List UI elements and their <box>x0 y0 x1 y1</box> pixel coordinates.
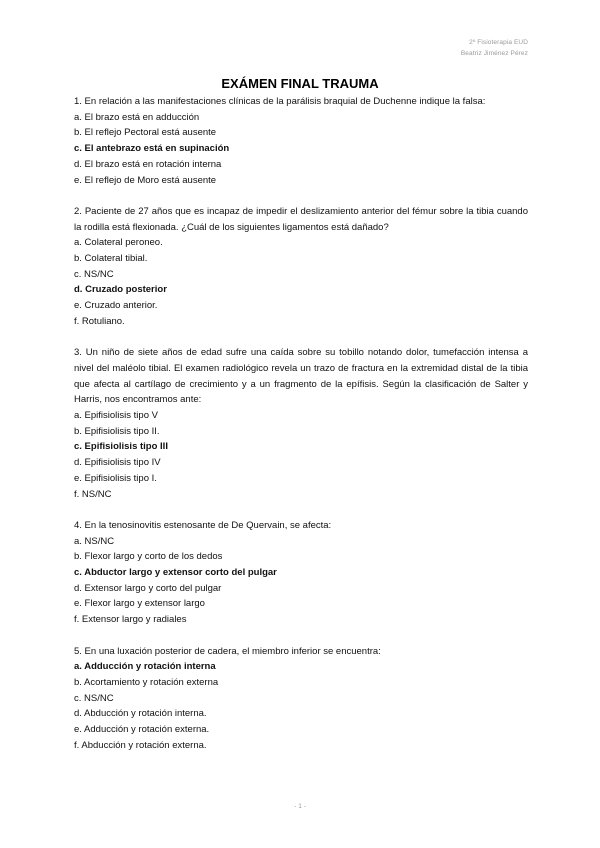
question-stem: 1. En relación a las manifestaciones clínicas de la parálisis braquial de Duchenne indique la falsa: <box>74 96 486 107</box>
question-2 <box>74 204 528 330</box>
answer-option-correct: a. Adducción y rotación interna <box>74 661 216 673</box>
answer-option: a. Epifisiolisis tipo V <box>74 410 158 422</box>
answer-option: f. Rotuliano. <box>74 315 125 327</box>
page-number: - 1 - <box>294 803 306 810</box>
answer-option: a. NS/NC <box>74 535 115 547</box>
answer-option: d. Extensor largo y corto del pulgar <box>74 582 222 594</box>
answer-option: e. Adducción y rotación externa. <box>74 724 210 736</box>
answer-option: d. Epifisiolisis tipo IV <box>74 457 161 469</box>
question-3 <box>74 345 528 502</box>
question-stem: 3. Un niño de siete años de edad sufre una caída sobre su tobillo notando dolor, tumefacción intensa a nivel del maléolo tibial. El examen radiológico revela un trazo de fractura en la extremidad distal de la tibia que afecta al cartílago de crecimiento y a un fragmento de la epífisis. Según la clasificación de Salter y Harris, nos encontramos ante: <box>74 347 528 406</box>
answer-option: d. El brazo está en rotación interna <box>74 158 222 170</box>
answer-option: f. Extensor largo y radiales <box>74 614 187 626</box>
answer-option-correct: c. Abductor largo y extensor corto del pulgar <box>74 567 277 579</box>
question-5 <box>74 644 528 754</box>
page-title: EXÁMEN FINAL TRAUMA <box>221 76 379 91</box>
answer-option: a. Colateral peroneo. <box>74 237 163 249</box>
answer-option: e. Flexor largo y extensor largo <box>74 598 205 610</box>
answer-option: d. Abducción y rotación interna. <box>74 708 207 720</box>
answer-option: f. Abducción y rotación externa. <box>74 739 207 751</box>
answer-option: e. El reflejo de Moro está ausente <box>74 174 217 186</box>
header-course: 2º Fisioterapia EUD <box>469 39 528 46</box>
question-stem: 2. Paciente de 27 años que es incapaz de impedir el deslizamiento anterior del fémur sobre la tibia cuando la rodilla está flexionada. ¿Cuál de los siguientes ligamentos está dañado? <box>74 205 528 233</box>
answer-option: b. Epifisiolisis tipo II. <box>74 425 160 437</box>
answer-option: b. Flexor largo y corto de los dedos <box>74 551 223 563</box>
answer-option: e. Cruzado anterior. <box>74 300 158 312</box>
question-list <box>74 94 528 769</box>
answer-option: b. Colateral tibial. <box>74 253 148 265</box>
question-stem: 4. En la tenosinovitis estenosante de De Quervain, se afecta: <box>74 519 332 531</box>
answer-option-correct: d. Cruzado posterior <box>74 284 167 296</box>
question-4 <box>74 518 528 628</box>
question-1 <box>74 94 528 188</box>
answer-option: c. NS/NC <box>74 692 114 704</box>
answer-option-correct: c. Epifisiolisis tipo III <box>74 441 168 453</box>
document-header <box>461 37 528 59</box>
answer-option: f. NS/NC <box>74 488 112 500</box>
answer-option: e. Epifisiolisis tipo I. <box>74 472 157 484</box>
answer-option: b. Acortamiento y rotación externa <box>74 676 219 688</box>
answer-option: c. NS/NC <box>74 268 114 280</box>
answer-option: b. El reflejo Pectoral está ausente <box>74 127 217 139</box>
header-author: Beatriz Jiménez Pérez <box>460 50 528 57</box>
answer-option: a. El brazo está en adducción <box>74 111 200 123</box>
answer-option-correct: c. El antebrazo está en supinación <box>74 143 230 155</box>
question-stem: 5. En una luxación posterior de cadera, el miembro inferior se encuentra: <box>74 645 381 657</box>
